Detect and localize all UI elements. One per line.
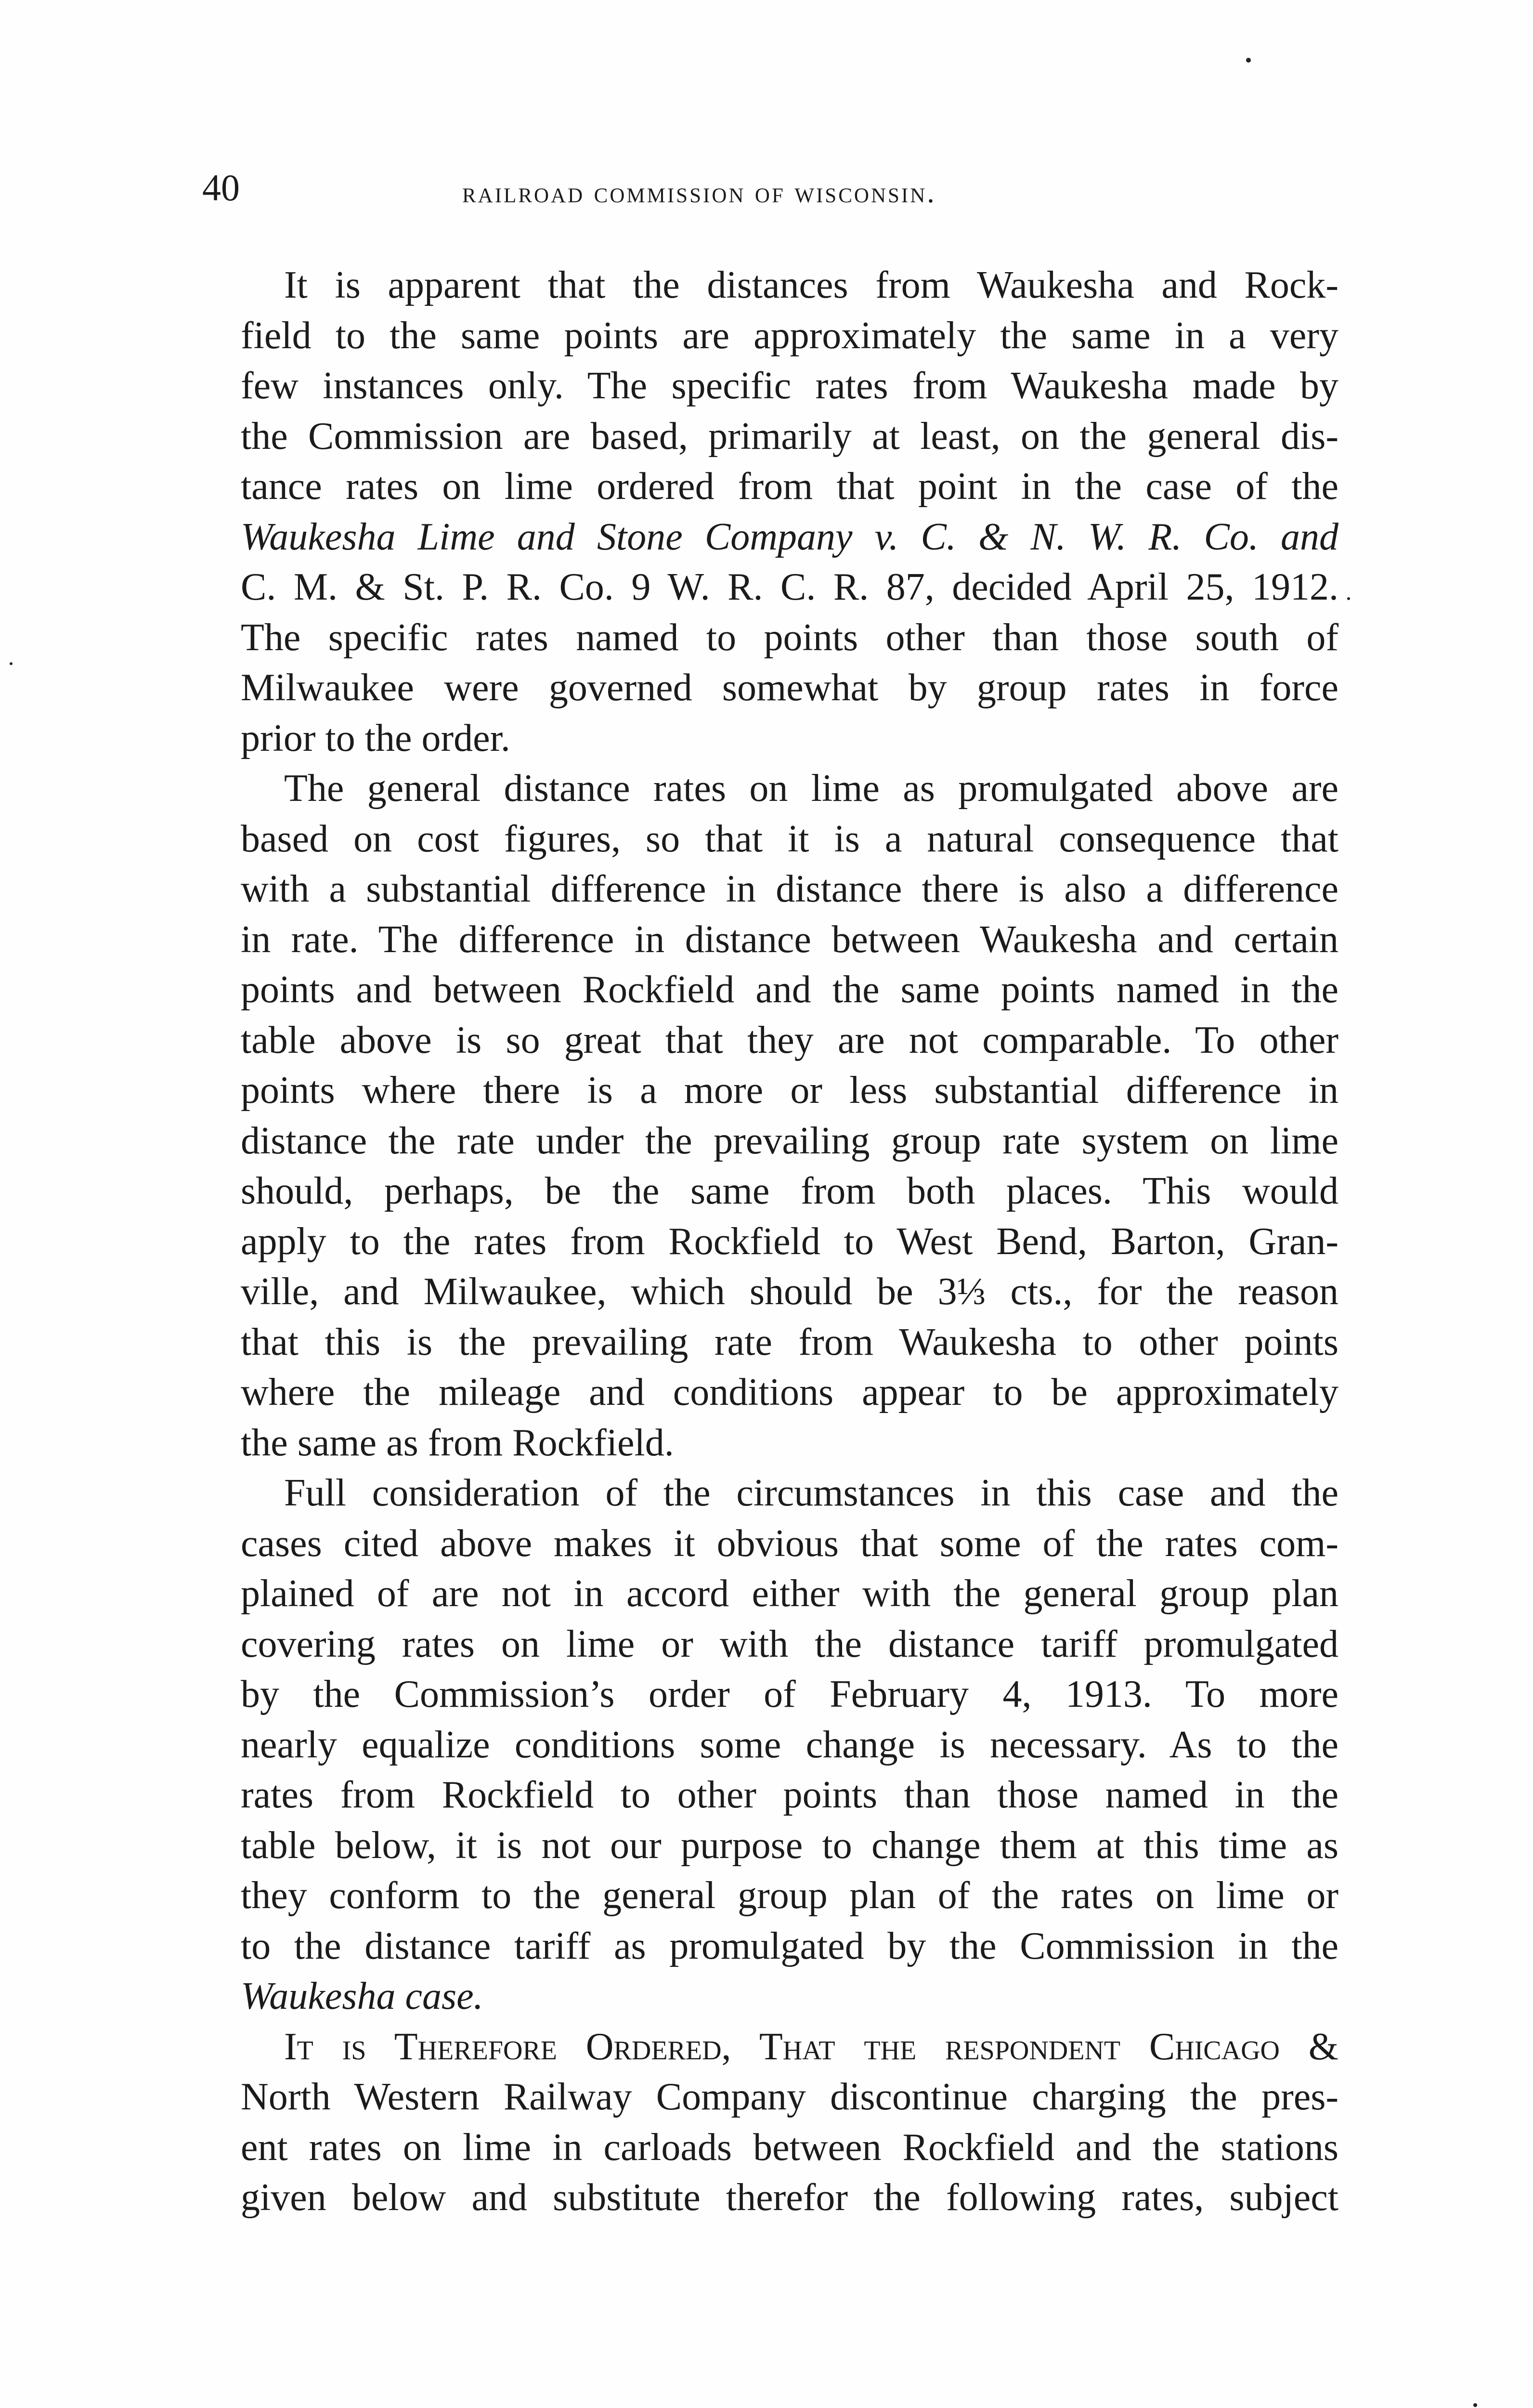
order-text-line: It is Therefore Ordered, That the respondent Chicago &: [284, 2025, 1338, 2068]
paragraph-1: [197, 260, 1338, 763]
print-speck: [10, 662, 13, 665]
running-head: railroad commission of wisconsin.: [462, 176, 936, 209]
text-line: ville, and Milwaukee, which should be 3⅓ cts., for the reason: [241, 1270, 1338, 1313]
text-line: the Commission are based, primarily at least, on the general dis-: [241, 415, 1338, 458]
body-text: [197, 260, 1338, 2223]
text-line: apply to the rates from Rockfield to West Bend, Barton, Gran-: [241, 1220, 1338, 1263]
text-line: It is apparent that the distances from Waukesha and Rock-: [284, 264, 1338, 306]
text-line: distance the rate under the prevailing group rate system on lime: [241, 1119, 1338, 1162]
text-line: given below and substitute therefor the following rates, subject: [241, 2176, 1338, 2219]
text-line: table above is so great that they are not comparable. To other: [241, 1019, 1338, 1061]
print-speck: [1347, 597, 1350, 600]
text-line: The general distance rates on lime as promulgated above are: [284, 767, 1338, 810]
text-line: to the distance tariff as promulgated by the Commission in the: [241, 1924, 1338, 1967]
print-speck: [1473, 2403, 1477, 2407]
text-line: prior to the order.: [241, 717, 510, 759]
text-line: cases cited above makes it obvious that some of the rates com-: [241, 1522, 1338, 1565]
text-line: field to the same points are approximately the same in a very: [241, 314, 1338, 357]
text-line: North Western Railway Company discontinue charging the pres-: [241, 2076, 1338, 2118]
text-line: points where there is a more or less substantial difference in: [241, 1069, 1338, 1112]
text-line: rates from Rockfield to other points than those named in the: [241, 1774, 1338, 1816]
text-line: table below, it is not our purpose to change them at this time as: [241, 1824, 1338, 1867]
text-line-italic-case-name: [197, 512, 1338, 563]
page-number: 40: [202, 167, 240, 209]
paragraph-4-order: [197, 2022, 1338, 2223]
text-line: the same as from Rockfield.: [241, 1421, 674, 1464]
text-line: in rate. The difference in distance between Waukesha and certain: [241, 918, 1338, 961]
case-title-italic: Waukesha Lime and Stone Company v. C. & N. W. R. Co. and: [241, 515, 1338, 558]
text-line: few instances only. The specific rates from Waukesha made by: [241, 365, 1338, 407]
text-line: Milwaukee were governed somewhat by group rates in force: [241, 667, 1338, 709]
text-line: Full consideration of the circumstances in this case and the: [284, 1472, 1338, 1514]
paragraph-2: [197, 763, 1338, 1468]
text-line: where the mileage and conditions appear to be approximately: [241, 1371, 1338, 1413]
text-line: ent rates on lime in carloads between Rockfield and the stations: [241, 2126, 1338, 2169]
text-line-italic-case-name: [197, 1971, 1338, 2022]
text-line: should, perhaps, be the same from both places. This would: [241, 1170, 1338, 1212]
text-line: with a substantial difference in distance there is also a difference: [241, 868, 1338, 910]
case-name-italic: Waukesha case.: [241, 1975, 483, 2017]
text-line: that this is the prevailing rate from Waukesha to other points: [241, 1321, 1338, 1363]
paragraph-3: [197, 1468, 1338, 2022]
text-line: covering rates on lime or with the distance tariff promulgated: [241, 1623, 1338, 1665]
print-speck: [1246, 58, 1251, 63]
text-line: The specific rates named to points other than those south of: [241, 616, 1338, 659]
text-line: based on cost figures, so that it is a natural consequence that: [241, 817, 1338, 860]
text-line: nearly equalize conditions some change is necessary. As to the: [241, 1723, 1338, 1766]
page-header: [202, 164, 1358, 222]
text-line: plained of are not in accord either with the general group plan: [241, 1572, 1338, 1615]
text-line: they conform to the general group plan of the rates on lime or: [241, 1874, 1338, 1917]
text-line: points and between Rockfield and the same points named in the: [241, 968, 1338, 1011]
text-line-citation: C. M. & St. P. R. Co. 9 W. R. C. R. 87, decided April 25, 1912.: [241, 566, 1338, 608]
text-line: by the Commission’s order of February 4, 1913. To more: [241, 1673, 1338, 1715]
text-line: tance rates on lime ordered from that point in the case of the: [241, 465, 1338, 508]
